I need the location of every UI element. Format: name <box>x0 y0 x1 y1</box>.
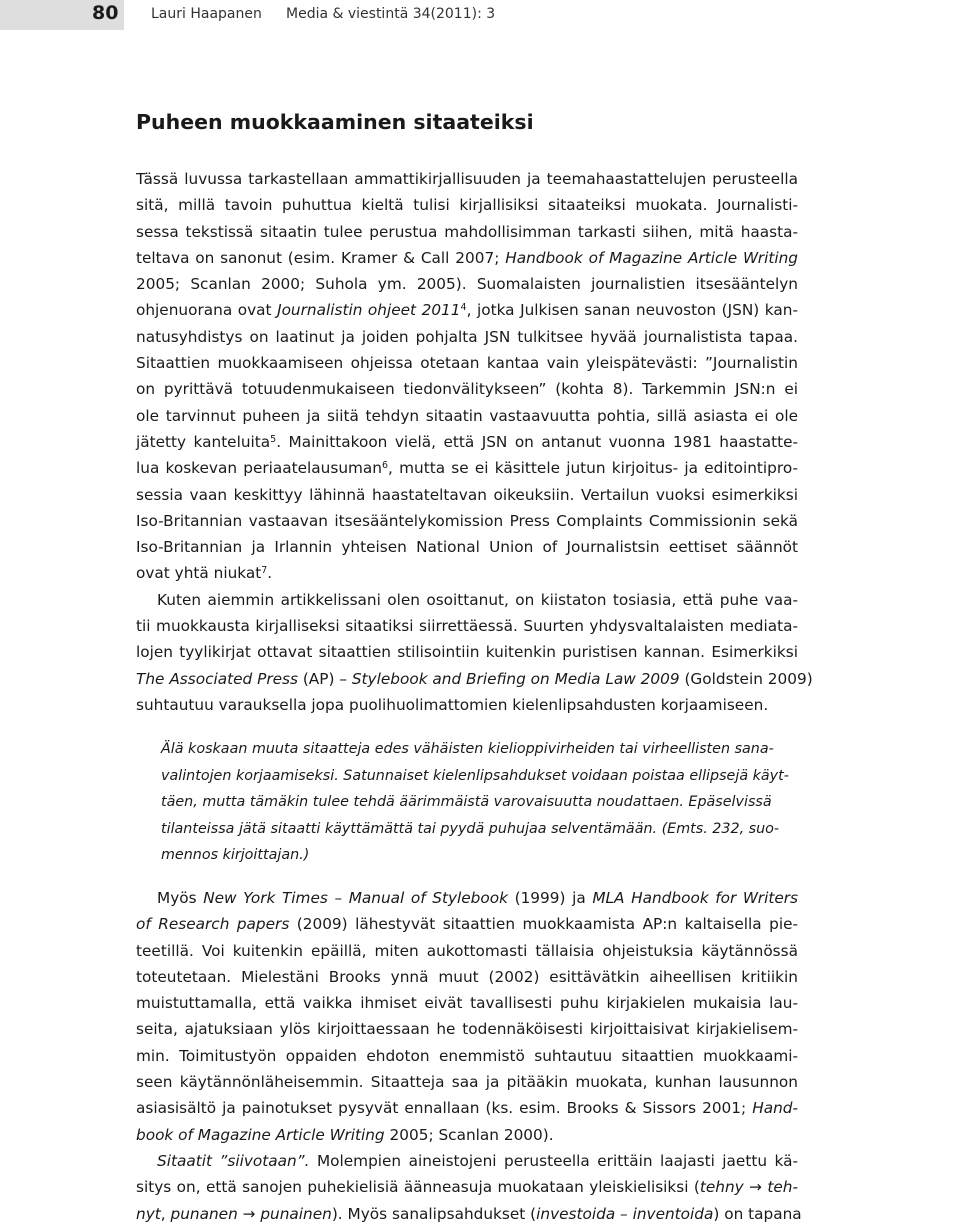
text-run: . Mainittakoon vielä, että JSN on antanut vuonna 1981 haastatte- <box>276 432 798 451</box>
text-line: suhtautuu varauksella jopa puolihuolimattomien kielenlipsahdusten korjaamiseen. <box>136 695 769 714</box>
text-line: seen käytännönläheisemmin. Sitaatteja saa ja pitääkin muokata, kunhan lausunnon <box>136 1073 798 1092</box>
text-run: ). Myös sanalipsahdukset ( <box>331 1204 537 1223</box>
text-line: sessa tekstissä sitaatin tulee perustua mahdollisimman tarkasti siihen, mitä haasta- <box>136 222 798 241</box>
example-word: nyt <box>136 1204 161 1223</box>
citation-title: Handbook of Magazine Article Writing <box>505 248 798 267</box>
text-run: (1999) ja <box>507 889 593 907</box>
body-paragraph-3 <box>136 885 802 1227</box>
footnote-marker: 6 <box>382 460 389 472</box>
example-word: tehny <box>699 1178 744 1197</box>
text-run: lua koskevan periaatelausuman <box>136 459 382 478</box>
arrow-glyph: → <box>743 1178 768 1197</box>
example-word: teh- <box>767 1178 798 1197</box>
text-line <box>136 245 798 271</box>
text-line: sitä, millä tavoin puhuttua kieltä tulisi kirjallisiksi sitaateiksi muokata. Journalisti- <box>136 196 798 215</box>
text-run: ohjenuorana ovat <box>136 301 278 320</box>
text-line: on pyrittävä totuudenmukaiseen tiedonvälitykseen” (kohta 8). Tarkemmin JSN:n ei <box>136 380 798 399</box>
text-run: asiasisältö ja painotukset pysyvät ennallaan (ks. esim. Brooks & Sissors 2001; <box>136 1099 753 1118</box>
text-line: natusyhdistys on laatinut ja joiden pohjalta JSN tulkitsee hyvää journalistista tapaa. <box>136 327 798 346</box>
text-line: lojen tyylikirjat ottavat sitaattien stilisointiin kuitenkin puristisen kannan. Esimerkiksi <box>136 643 798 662</box>
text-line: teetillä. Voi kuitenkin epäillä, miten aukottomasti tällaisia ohjeistuksia käytännössä <box>136 941 798 960</box>
text-line: ole tarvinnut puheen ja siitä tehdyn sitaatin vastaavuutta pohtia, sillä asiasta ei ole <box>136 406 798 425</box>
text-run: , jotka Julkisen sanan neuvoston (JSN) kan- <box>466 301 798 320</box>
quote-line: tilanteissa jätä sitaatti käyttämättä tai pyydä puhujaa selventämään. (Emts. 232, suo- <box>161 820 780 837</box>
text-line: toteutetaan. Mielestäni Brooks ynnä muut (2002) esittävätkin aiheellisen kritiikin <box>136 967 798 986</box>
page-number: 80 <box>0 0 124 30</box>
text-line: sessia vaan keskittyy lähinnä haastateltavan oikeuksiin. Vertailun vuoksi esimerkiksi <box>136 485 798 504</box>
citation-title: book of Magazine Article Writing <box>136 1125 385 1144</box>
text-run: , mutta se ei käsittele jutun kirjoitus- ja editointipro- <box>388 459 798 478</box>
citation-title: of Research papers <box>136 915 290 934</box>
citation-title: Stylebook and Briefing on Media Law 2009 <box>351 669 680 688</box>
running-header <box>0 0 960 30</box>
text-line: Sitaattien muokkaamiseen ohjeissa otetaan kantaa vain yleispätevästi: ”Journalistin <box>136 354 798 373</box>
footnote-marker: 7 <box>261 565 268 577</box>
text-line: Iso-Britannian vastaavan itsesääntelykomission Press Complaints Commissionin sekä <box>136 511 798 530</box>
quote-line: mennos kirjoittajan.) <box>161 847 310 863</box>
quote-line: valintojen korjaamiseksi. Satunnaiset kielenlipsahdukset voidaan poistaa ellipsejä käyt- <box>161 767 789 784</box>
arrow-glyph: → <box>237 1204 261 1223</box>
text-line <box>136 666 813 692</box>
citation-title: New York Times – Manual of Stylebook <box>203 889 508 907</box>
text-run: ) on tapana <box>713 1204 802 1223</box>
text-run: 2005; Scanlan 2000). <box>384 1125 554 1144</box>
text-run: (AP) – <box>297 669 352 688</box>
header-journal: Media & viestintä 34(2011): 3 <box>286 6 496 22</box>
footnote-marker: 5 <box>270 433 277 445</box>
citation-title: Journalistin ohjeet 2011 <box>277 301 461 320</box>
quote-line: Älä koskaan muuta sitaatteja edes vähäisten kielioppivirheiden tai virheellisten sana- <box>161 741 774 757</box>
text-line <box>136 1174 798 1200</box>
section-title: Puheen muokkaaminen sitaateiksi <box>136 110 534 134</box>
text-line <box>136 297 798 323</box>
quote-line: täen, mutta tämäkin tulee tehdä äärimmäistä varovaisuutta noudattaen. Epäselvissä <box>161 794 772 810</box>
text-line: 2005; Scanlan 2000; Suhola ym. 2005). Suomalaisten journalistien itsesääntelyn <box>136 275 798 294</box>
block-quote <box>161 736 789 869</box>
text-line <box>136 1148 798 1174</box>
text-run: (Goldstein 2009) <box>679 669 813 688</box>
example-word: punanen <box>170 1204 238 1223</box>
text-line <box>136 1122 798 1148</box>
text-run: Myös <box>157 889 204 907</box>
text-line <box>136 455 798 481</box>
citation-title: Hand- <box>752 1099 798 1118</box>
text-run: jätetty kanteluita <box>136 432 271 451</box>
example-word: punainen <box>260 1204 332 1223</box>
text-run: (2009) lähestyvät sitaattien muokkaamista AP:n kaltaisella pie- <box>289 915 798 934</box>
text-run: ovat yhtä niukat <box>136 564 262 583</box>
example-word: investoida – inventoida <box>536 1204 714 1223</box>
text-line: Iso-Britannian ja Irlannin yhteisen National Union of Journalistsin eettiset säännöt <box>136 538 798 557</box>
text-line: min. Toimitustyön oppaiden ehdoton enemmistö suhtautuu sitaattien muokkaami- <box>136 1046 798 1065</box>
text-line <box>136 885 798 911</box>
text-run: sitys on, että sanojen puhekielisiä äänneasuja muokataan yleiskielisiksi ( <box>136 1178 700 1197</box>
footnote-marker: 4 <box>460 302 467 314</box>
citation-title: MLA Handbook for Writers <box>592 889 798 907</box>
header-author: Lauri Haapanen <box>151 6 262 22</box>
text-line: muistuttamalla, että vaikka ihmiset eivät tavallisesti puhu kirjakielen mukaisia lau- <box>136 994 798 1013</box>
text-run: . <box>267 564 273 583</box>
text-run: , <box>160 1204 171 1223</box>
text-line: Kuten aiemmin artikkelissani olen osoittanut, on kiistaton tosiasia, että puhe vaa- <box>157 590 798 609</box>
text-line <box>136 560 798 586</box>
run-in-heading: Sitaatit ”siivotaan”. <box>157 1151 310 1170</box>
body-paragraph-1 <box>136 166 813 718</box>
text-line <box>136 429 798 455</box>
text-run: Molempien aineistojeni perusteella erittäin laajasti jaettu kä- <box>309 1151 798 1170</box>
text-line <box>136 911 798 937</box>
text-line <box>136 1095 798 1121</box>
citation-title: The Associated Press <box>136 669 298 688</box>
text-line: tii muokkausta kirjalliseksi sitaatiksi siirrettäessä. Suurten yhdysvaltalaisten mediata- <box>136 617 798 636</box>
text-line: seita, ajatuksiaan ylös kirjoittaessaan he todennäköisesti kirjoittaisivat kirjakielisem- <box>136 1020 798 1039</box>
text-run: teltava on sanonut (esim. Kramer & Call 2007; <box>136 248 506 267</box>
text-line: Tässä luvussa tarkastellaan ammattikirjallisuuden ja teemahaastattelujen perusteella <box>136 170 798 188</box>
text-line <box>136 1201 802 1227</box>
